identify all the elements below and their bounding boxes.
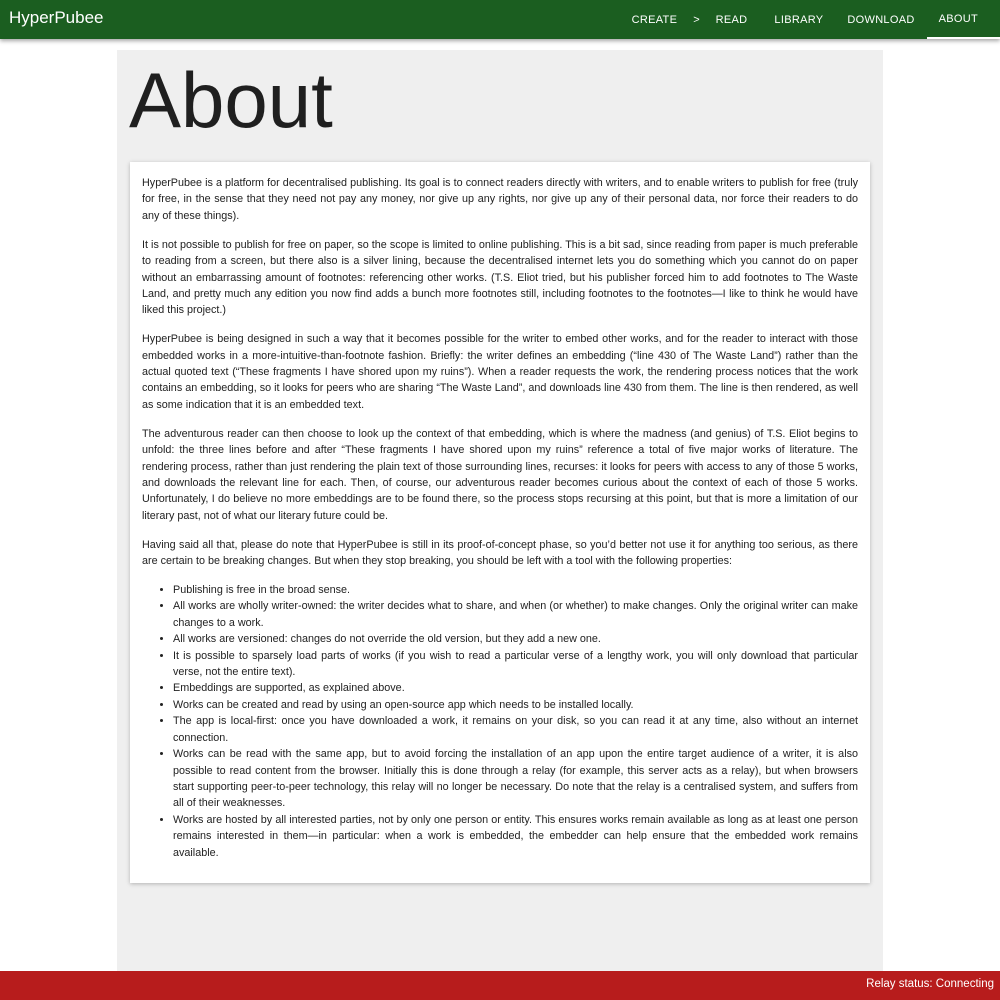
list-item: • All works are versioned: changes do not override the old version, but they add a new one. bbox=[173, 631, 858, 647]
nav-download[interactable]: DOWNLOAD bbox=[847, 13, 915, 26]
list-item: • Works can be read with the same app, but to avoid forcing the installation of an app upon the entire target audience of a writer, it is also possible to read content from the browser. Initially this is done through a relay (for example, this server acts as a relay), but when browsers start supporting peer-to-peer technology, this relay will no longer be necessary. Do note that the relay is a centralised system, and suffers from all of their weaknesses. bbox=[173, 746, 858, 812]
properties-list bbox=[142, 582, 858, 861]
list-item: • Works can be created and read by using an open-source app which needs to be installed locally. bbox=[173, 697, 858, 713]
list-item: • It is possible to sparsely load parts of works (if you wish to read a particular verse of a lengthy work, you will only download that particular verse, not the entire text). bbox=[173, 648, 858, 681]
brand-logo[interactable]: HyperPubee bbox=[9, 8, 104, 27]
about-card bbox=[130, 162, 870, 883]
relay-status-bar bbox=[0, 971, 1000, 1000]
paragraph: Having said all that, please do note that HyperPubee is still in its proof-of-concept phase, so you’d better not use it for anything too serious, as there are certain to be breaking changes. But when they stop breaking, you should be left with a tool with the following properties: bbox=[142, 538, 858, 568]
nav-read[interactable]: READ bbox=[715, 13, 748, 26]
list-item: • Embeddings are supported, as explained above. bbox=[173, 680, 858, 696]
list-item: • The app is local-first: once you have downloaded a work, it remains on your disk, so you can read it at any time, also without an internet connection. bbox=[173, 713, 858, 746]
page-container bbox=[117, 50, 883, 971]
nav-library[interactable]: LIBRARY bbox=[774, 13, 824, 26]
nav-separator: > bbox=[693, 13, 700, 26]
nav-create[interactable]: CREATE bbox=[631, 13, 678, 26]
page-title: About bbox=[129, 56, 333, 144]
top-app-bar bbox=[0, 0, 1000, 39]
paragraph: HyperPubee is a platform for decentralised publishing. Its goal is to connect readers directly with writers, and to enable writers to publish for free (truly for free, in the sense that they need not pay any money, nor give up any rights, nor give up any of their personal data, nor force their readers to do any of these things). bbox=[142, 177, 858, 222]
relay-status-text: Relay status: Connecting bbox=[866, 978, 994, 990]
main-nav bbox=[620, 0, 1000, 39]
list-item: • Publishing is free in the broad sense. bbox=[173, 582, 858, 598]
list-item: • All works are wholly writer-owned: the writer decides what to share, and when (or whether) to make changes. Only the original writer can make changes to a work. bbox=[173, 598, 858, 631]
paragraph: It is not possible to publish for free on paper, so the scope is limited to online publishing. This is a bit sad, since reading from paper is much preferable to reading from a screen, but there also is a silver lining, because the decentralised internet lets you do something which you cannot do on paper without an embarrassing amount of footnotes: referencing other works. (T.S. Eliot tried, but his publisher forced him to add footnotes to The Waste Land, and pretty much any edition you now find adds a bunch more footnotes still, including footnotes to the footnotes—I like to think he would have liked this project.) bbox=[142, 238, 858, 317]
nav-about[interactable]: ABOUT bbox=[927, 0, 1000, 39]
list-item: • Works are hosted by all interested parties, not by only one person or entity. This ensures works remain available as long as at least one person remains interested in them—in particular: when a work is embedded, the embedder can help ensure that the embedded work remains available. bbox=[173, 812, 858, 861]
paragraph: The adventurous reader can then choose to look up the context of that embedding, which is where the madness (and genius) of T.S. Eliot begins to unfold: the three lines before and after “These fragments I have shored upon my ruins” reference a total of five major works of literature. The rendering process, rather than just rendering the plain text of those surrounding lines, recurses: it looks for peers with access to any of those 5 works, and downloads the relevant line for each. Then, of course, our adventurous reader becomes curious about the context of each of those 5 works. Unfortunately, I do believe no more embeddings are to be found there, so the process stops recursing at this point, but that is more a limitation of our literary past, not of what our literary future could be. bbox=[142, 427, 858, 522]
paragraph: HyperPubee is being designed in such a way that it becomes possible for the writer to embed other works, and for the reader to interact with those embedded works in a more-intuitive-than-footnote fashion. Briefly: the writer defines an embedding (“line 430 of The Waste Land”) rather than the actual quoted text (“These fragments I have shored upon my ruins”). When a reader requests the work, the rendering process notices that the work contains an embedding, so it looks for peers who are sharing “The Waste Land”, and downloads line 430 from them. The line is then rendered, as well as some indication that it is an embedded text. bbox=[142, 333, 858, 411]
